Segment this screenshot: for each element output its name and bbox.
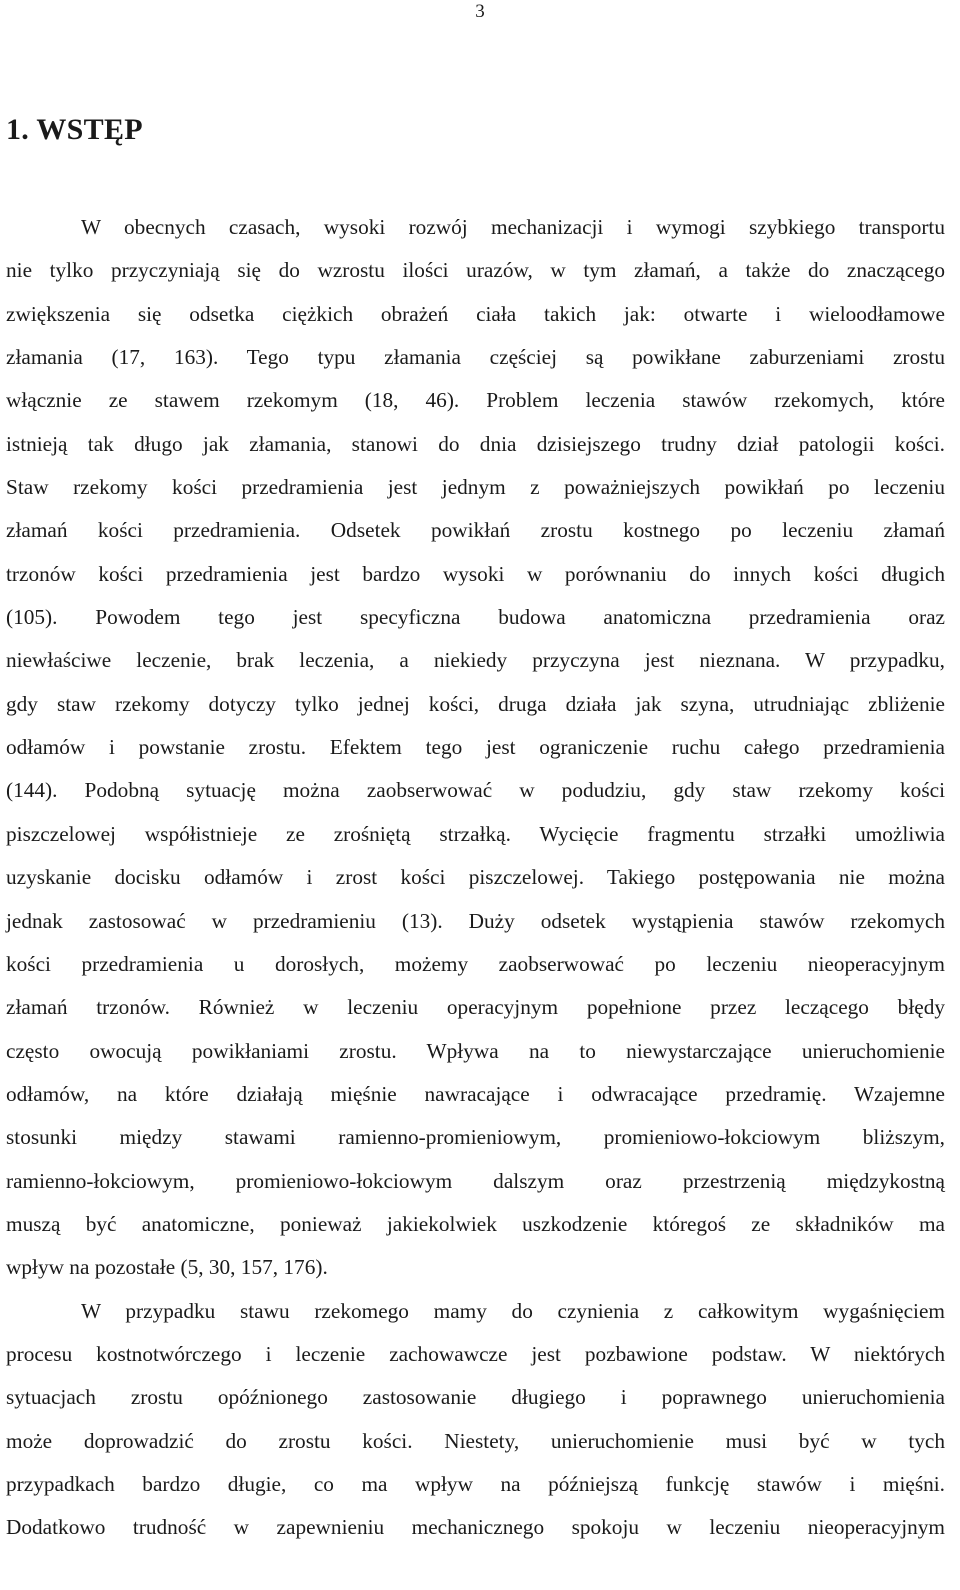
page-number: 3 [475,1,485,22]
text-line: nie tylko przyczyniają się do wzrostu ilości urazów, w tym złamań, a także do znaczącego [6,258,945,283]
text-line: odłamów, na które działają mięśnie nawracające i odwracające przedramię. Wzajemne [6,1081,945,1106]
text-line: (105). Powodem tego jest specyficzna budowa anatomiczna przedramienia oraz [6,605,945,630]
text-line: muszą być anatomiczne, ponieważ jakiekolwiek uszkodzenie któregoś ze składników ma [6,1211,945,1236]
text-line: uzyskanie docisku odłamów i zrost kości piszczelowej. Takiego postępowania nie można [6,865,945,890]
text-line: ramienno-łokciowym, promieniowo-łokciowym dalszym oraz przestrzenią międzykostną [6,1168,945,1193]
text-line: W przypadku stawu rzekomego mamy do czynienia z całkowitym wygaśnięciem [81,1298,945,1323]
text-line: niewłaściwe leczenie, brak leczenia, a niekiedy przyczyna jest nieznana. W przypadku, [6,648,945,673]
text-line: wpływ na pozostałe (5, 30, 157, 176). [6,1255,328,1280]
text-line: Staw rzekomy kości przedramienia jest jednym z poważniejszych powikłań po leczeniu [6,475,945,500]
text-line: zwiększenia się odsetka ciężkich obrażeń ciała takich jak: otwarte i wieloodłamowe [6,301,945,326]
body-text [6,206,945,1550]
text-line: odłamów i powstanie zrostu. Efektem tego jest ograniczenie ruchu całego przedramienia [6,735,945,760]
text-line: trzonów kości przedramienia jest bardzo wysoki w porównaniu do innych kości długich [6,561,945,586]
text-line: włącznie ze stawem rzekomym (18, 46). Problem leczenia stawów rzekomych, które [6,388,945,413]
paragraph-1 [6,206,945,1290]
text-line: złamań trzonów. Również w leczeniu operacyjnym popełnione przez leczącego błędy [6,995,945,1020]
text-line: często owocują powikłaniami zrostu. Wpływa na to niewystarczające unieruchomienie [6,1038,945,1063]
text-line: (144). Podobną sytuację można zaobserwować w podudziu, gdy staw rzekomy kości [6,778,945,803]
text-line: kości przedramienia u dorosłych, możemy zaobserwować po leczeniu nieoperacyjnym [6,951,945,976]
text-line: złamań kości przedramienia. Odsetek powikłań zrostu kostnego po leczeniu złamań [6,518,945,543]
text-line: Dodatkowo trudność w zapewnieniu mechanicznego spokoju w leczeniu nieoperacyjnym [6,1515,945,1540]
text-line: istnieją tak długo jak złamania, stanowi do dnia dzisiejszego trudny dział patologii kości. [6,431,945,456]
text-line: sytuacjach zrostu opóźnionego zastosowanie długiego i poprawnego unieruchomienia [6,1385,945,1410]
text-line: piszczelowej współistnieje ze zrośniętą strzałką. Wycięcie fragmentu strzałki umożliwia [6,821,945,846]
text-line: złamania (17, 163). Tego typu złamania częściej są powikłane zaburzeniami zrostu [6,345,945,370]
text-line: stosunki między stawami ramienno-promieniowym, promieniowo-łokciowym bliższym, [6,1125,945,1150]
text-line: gdy staw rzekomy dotyczy tylko jednej kości, druga działa jak szyna, utrudniając zbliżenie [6,691,945,716]
text-line: W obecnych czasach, wysoki rozwój mechanizacji i wymogi szybkiego transportu [81,215,945,239]
paragraph-2 [6,1290,945,1550]
text-line: jednak zastosować w przedramieniu (13). Duży odsetek wystąpienia stawów rzekomych [6,908,945,933]
text-line: przypadkach bardzo długie, co ma wpływ na późniejszą funkcję stawów i mięśni. [6,1471,945,1496]
chapter-heading: 1. WSTĘP [6,113,143,146]
text-line: procesu kostnotwórczego i leczenie zachowawcze jest pozbawione podstaw. W niektórych [6,1341,945,1366]
text-line: może doprowadzić do zrostu kości. Niestety, unieruchomienie musi być w tych [6,1428,945,1453]
